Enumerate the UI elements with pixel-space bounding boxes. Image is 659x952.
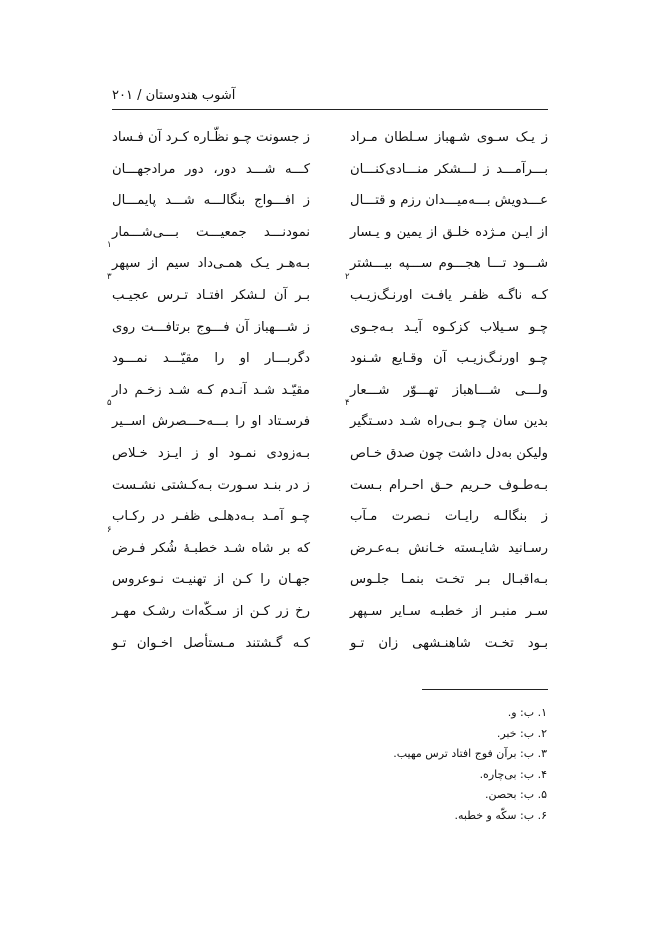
hemistich-right xyxy=(350,343,548,375)
footnote-item: ۳. ب: برآن فوج افتاد ترس مهیب. xyxy=(393,747,547,760)
footnote-rule xyxy=(422,689,548,690)
hemistich-text: کـه گـشتند مـستأصل اخـوان تـو xyxy=(112,635,310,651)
hemistich-left xyxy=(112,343,310,375)
hemistich-text: فرسـتاد او را بـــه‌حـــصرش اســیر xyxy=(112,414,310,430)
hemistich-text: بـود تخـت شاهنـشهی زان تـو xyxy=(350,635,548,651)
hemistich-left xyxy=(112,438,310,470)
hemistich-left xyxy=(107,398,310,438)
footnote-marker: ۲ xyxy=(345,271,350,282)
hemistich-left xyxy=(112,312,310,344)
poem-body xyxy=(107,122,548,659)
hemistich-right xyxy=(350,248,548,280)
verse-row xyxy=(112,438,548,470)
footnote-marker: ۴ xyxy=(345,398,350,409)
hemistich-text: ز شـــهباز آن فـــوج برتافـــت روی xyxy=(112,319,310,335)
hemistich-right xyxy=(350,438,548,470)
verse-row xyxy=(112,628,548,660)
hemistich-left xyxy=(112,628,310,660)
hemistich-left xyxy=(107,524,310,565)
verse-row xyxy=(112,312,548,344)
hemistich-text: چـو اورنـگ‌زیـب آن وقـایع شـنود xyxy=(350,351,548,367)
footnote-item: ۶. ب: سکّه و خطبه. xyxy=(454,808,547,822)
hemistich-right xyxy=(350,501,548,533)
hemistich-text: ولـــی شـــاهباز تهـــوّر شـــعار xyxy=(350,382,548,398)
verse-row xyxy=(107,240,548,280)
footnote-item: ۴. ب: بی‌چاره. xyxy=(479,767,547,781)
verse-row xyxy=(112,470,548,502)
footnote-item: ۱. ب: و. xyxy=(507,706,547,719)
hemistich-text: که بر شاه شـد خطبـهٔ شُکر فـرض xyxy=(112,540,310,556)
hemistich-left xyxy=(107,240,310,280)
hemistich-text: بـه‌طـوف حـریم حـق احـرام بـست xyxy=(350,477,548,493)
hemistich-text: ز جسونت چـو نظّـاره کـرد آن فـساد xyxy=(112,130,310,145)
hemistich-text: نمودنـــد جمعیـــت بـــی‌شـــمار xyxy=(112,224,310,240)
hemistich-text: عـــدویش بـــه‌میـــدان رزم و قتـــال xyxy=(350,193,548,209)
header-title: آشوب هندوستان / ۲۰۱ xyxy=(112,88,236,103)
hemistich-right xyxy=(350,375,548,407)
hemistich-right xyxy=(350,154,548,186)
hemistich-left xyxy=(112,501,310,533)
verse-row xyxy=(112,343,548,375)
hemistich-left xyxy=(112,122,310,154)
hemistich-left xyxy=(112,564,310,596)
header-rule xyxy=(112,109,548,110)
hemistich-left xyxy=(112,470,310,502)
footnote-marker: ۶ xyxy=(107,524,112,535)
hemistich-text: ز یـک سـوی شـهباز سـلطان مـراد xyxy=(350,130,548,145)
verse-row xyxy=(112,596,548,628)
hemistich-text: بـه‌زودی نمـود او ز ایـزد خـلاص xyxy=(112,445,310,461)
hemistich-right xyxy=(350,185,548,217)
hemistich-text: بدین سان چـو بـی‌راه شـد دسـتگیر xyxy=(350,414,548,430)
hemistich-right xyxy=(350,217,548,249)
hemistich-text: شـــود تـــا هجـــوم ســـپه بیـــشتر xyxy=(350,256,548,272)
hemistich-left xyxy=(112,596,310,628)
footnote-item: ۵. ب: بحصن. xyxy=(484,788,547,801)
hemistich-text: رخ زر کـن از سـکّه‌ات رشـک مهـر xyxy=(112,603,310,619)
hemistich-text: بـه‌اقبـال بـر تخـت بنمـا جلـوس xyxy=(350,572,548,588)
footnotes xyxy=(247,703,547,826)
verse-row xyxy=(112,375,548,407)
hemistich-text: جهـان را کـن از تهنیـت نـوعروس xyxy=(112,572,310,588)
hemistich-text: ز بنگالـه رایـات نـصرت مـآب xyxy=(350,509,548,525)
verse-row xyxy=(112,564,548,596)
hemistich-text: سـر منبـر از خطبـه سـایر سـپهر xyxy=(350,603,548,619)
footnote-marker: ۳ xyxy=(107,271,112,282)
hemistich-text: چـو سـیلاب کزکـوه آیـد بـه‌جـوی xyxy=(350,319,548,335)
hemistich-right xyxy=(350,312,548,344)
verse-row xyxy=(112,501,548,533)
hemistich-text: کـــه شـــد دور، دور مرادجهـــان xyxy=(112,161,310,177)
hemistich-left xyxy=(112,217,310,249)
verse-row xyxy=(107,398,548,438)
hemistich-text: ز افـــواج بنگالـــه شـــد پایمـــال xyxy=(112,193,310,209)
hemistich-text: ز در بنـد سـورت بـه‌کـشتی نشـست xyxy=(112,477,310,493)
hemistich-right xyxy=(350,533,548,565)
hemistich-left xyxy=(112,185,310,217)
hemistich-left xyxy=(112,375,310,407)
hemistich-text: از ایـن مـژده خلـق از یمین و یـسار xyxy=(350,224,548,240)
footnote-marker: ۵ xyxy=(107,398,112,409)
hemistich-text: رسـانید شایـسته خـانش بـه‌عـرض xyxy=(350,540,548,556)
hemistich-right xyxy=(350,564,548,596)
hemistich-text: دگربـــار او را مقیّـــد نمـــود xyxy=(112,351,310,367)
hemistich-right xyxy=(350,596,548,628)
hemistich-right xyxy=(350,122,548,154)
hemistich-text: ولیکن به‌دل داشت چون صدق خـاص xyxy=(350,445,548,461)
footnote-item: ۲. ب: خبر. xyxy=(496,726,547,740)
verse-row xyxy=(112,122,548,154)
verse-row xyxy=(112,217,548,249)
hemistich-text: بـــرآمـــد ز لـــشکر منـــادی‌کنـــان xyxy=(350,161,548,177)
hemistich-text: بـه‌هـر یـک همـی‌داد سیم از سپهر xyxy=(112,256,310,272)
hemistich-right xyxy=(345,271,548,312)
hemistich-right xyxy=(345,398,548,438)
hemistich-text: چـو آمـد بـه‌دهلـی ظفـر در رکـاب xyxy=(112,509,310,525)
verse-row xyxy=(107,271,548,312)
running-header xyxy=(112,88,548,110)
verse-row xyxy=(112,154,548,186)
hemistich-right xyxy=(350,470,548,502)
hemistich-text: کـه ناگـه ظفـر یافـت اورنـگ‌زیـب xyxy=(350,287,548,303)
verse-row xyxy=(112,185,548,217)
verse-row xyxy=(107,524,548,565)
hemistich-right xyxy=(350,628,548,660)
hemistich-left xyxy=(107,271,310,312)
hemistich-text: بـر آن لـشکر افتـاد تـرس عجیـب xyxy=(112,287,310,303)
hemistich-text: مقیّـد شـد آنـدم کـه شـد زخـم دار xyxy=(112,382,310,398)
hemistich-left xyxy=(112,154,310,186)
footnote-marker: ۱ xyxy=(107,240,112,251)
